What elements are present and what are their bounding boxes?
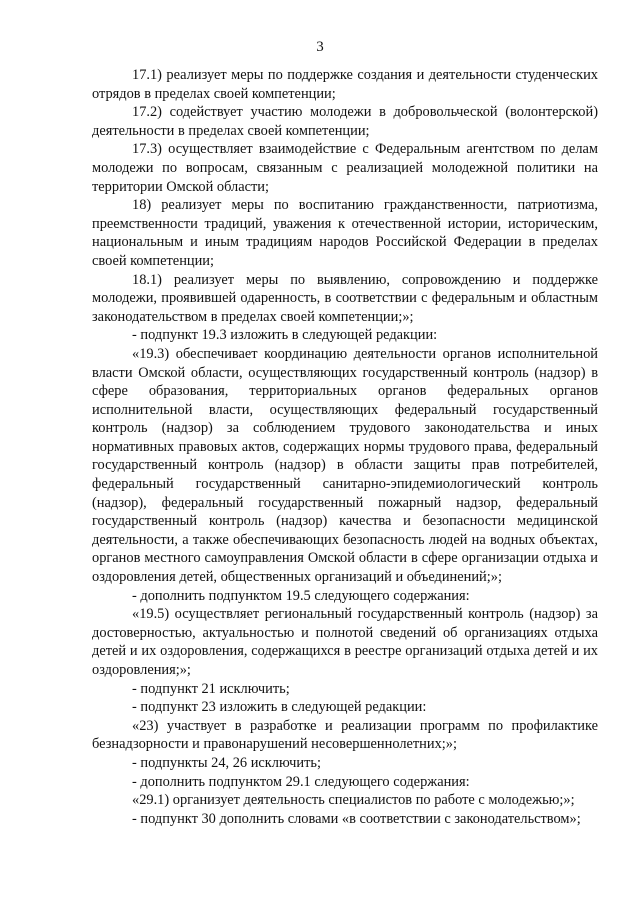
paragraph-17-3: 17.3) осуществляет взаимодействие с Федеральным агентством по делам молодежи по вопросам, связанным с реализацией молодежной политики на территории Омской области; [92, 141, 598, 195]
paragraph-23: «23) участвует в разработке и реализации программ по профилактике безнадзорности и правонарушений несовершеннолетних;»; [92, 717, 598, 753]
paragraph-19-3: «19.3) обеспечивает координацию деятельности органов исполнительной власти Омской области, осуществляющих государственный контроль (надзор) в сфере образования, территориальных органов федеральных органов исполнительной власти, осуществляющих федеральный государственный контроль (надзор) за соблюдением трудового законодательства и иных нормативных правовых актов, содержащих нормы трудового права, федеральный государственный контроль (надзор) в области защиты прав потребителей, федеральный государственный санитарно-эпидемиологический контроль (надзор), федеральный государственный пожарный надзор, федеральный государственный контроль (надзор) качества и безопасности медицинской деятельности, а также обеспечивающих безопасность людей на водных объектах, органов местного самоуправления Омской области в сфере организации отдыха и оздоровления детей, общественных организаций и объединений;»; [92, 345, 598, 586]
page-number: 3 [316, 39, 324, 55]
paragraph-18: 18) реализует меры по воспитанию гражданственности, патриотизма, преемственности традиций, уважения к отечественной истории, историческим, национальным и иным традициям народов Российской Федерации в пределах своей компетенции; [92, 197, 598, 269]
paragraph-29-1: «29.1) организует деятельность специалистов по работе с молодежью;»; [132, 792, 575, 809]
paragraph-17-2: 17.2) содействует участию молодежи в добровольческой (волонтерской) деятельности в пределах своей компетенции; [92, 104, 598, 139]
instruction-19-3: - подпункт 19.3 изложить в следующей редакции: [132, 327, 438, 344]
instruction-23: - подпункт 23 изложить в следующей редакции: [132, 699, 427, 716]
paragraph-19-5: «19.5) осуществляет региональный государственный контроль (надзор) за достоверностью, актуальностью и полнотой сведений об организациях отдыха детей и их оздоровления, содержащихся в реестре организаций отдыха детей и их оздоровления;»; [92, 606, 598, 678]
instruction-24-26: - подпункты 24, 26 исключить; [132, 754, 321, 771]
document-body [92, 66, 598, 828]
instruction-19-5: - дополнить подпунктом 19.5 следующего содержания: [132, 587, 470, 604]
instruction-29-1: - дополнить подпунктом 29.1 следующего содержания: [132, 773, 470, 790]
paragraph-17-1: 17.1) реализует меры по поддержке создания и деятельности студенческих отрядов в пределах своей компетенции; [92, 67, 598, 102]
instruction-21: - подпункт 21 исключить; [132, 680, 290, 697]
paragraph-18-1: 18.1) реализует меры по выявлению, сопровождению и поддержке молодежи, проявившей одаренность, в соответствии с федеральным и областным законодательством в пределах своей компетенции;»; [92, 271, 598, 325]
instruction-30: - подпункт 30 дополнить словами «в соответствии с законодательством»; [132, 810, 581, 827]
